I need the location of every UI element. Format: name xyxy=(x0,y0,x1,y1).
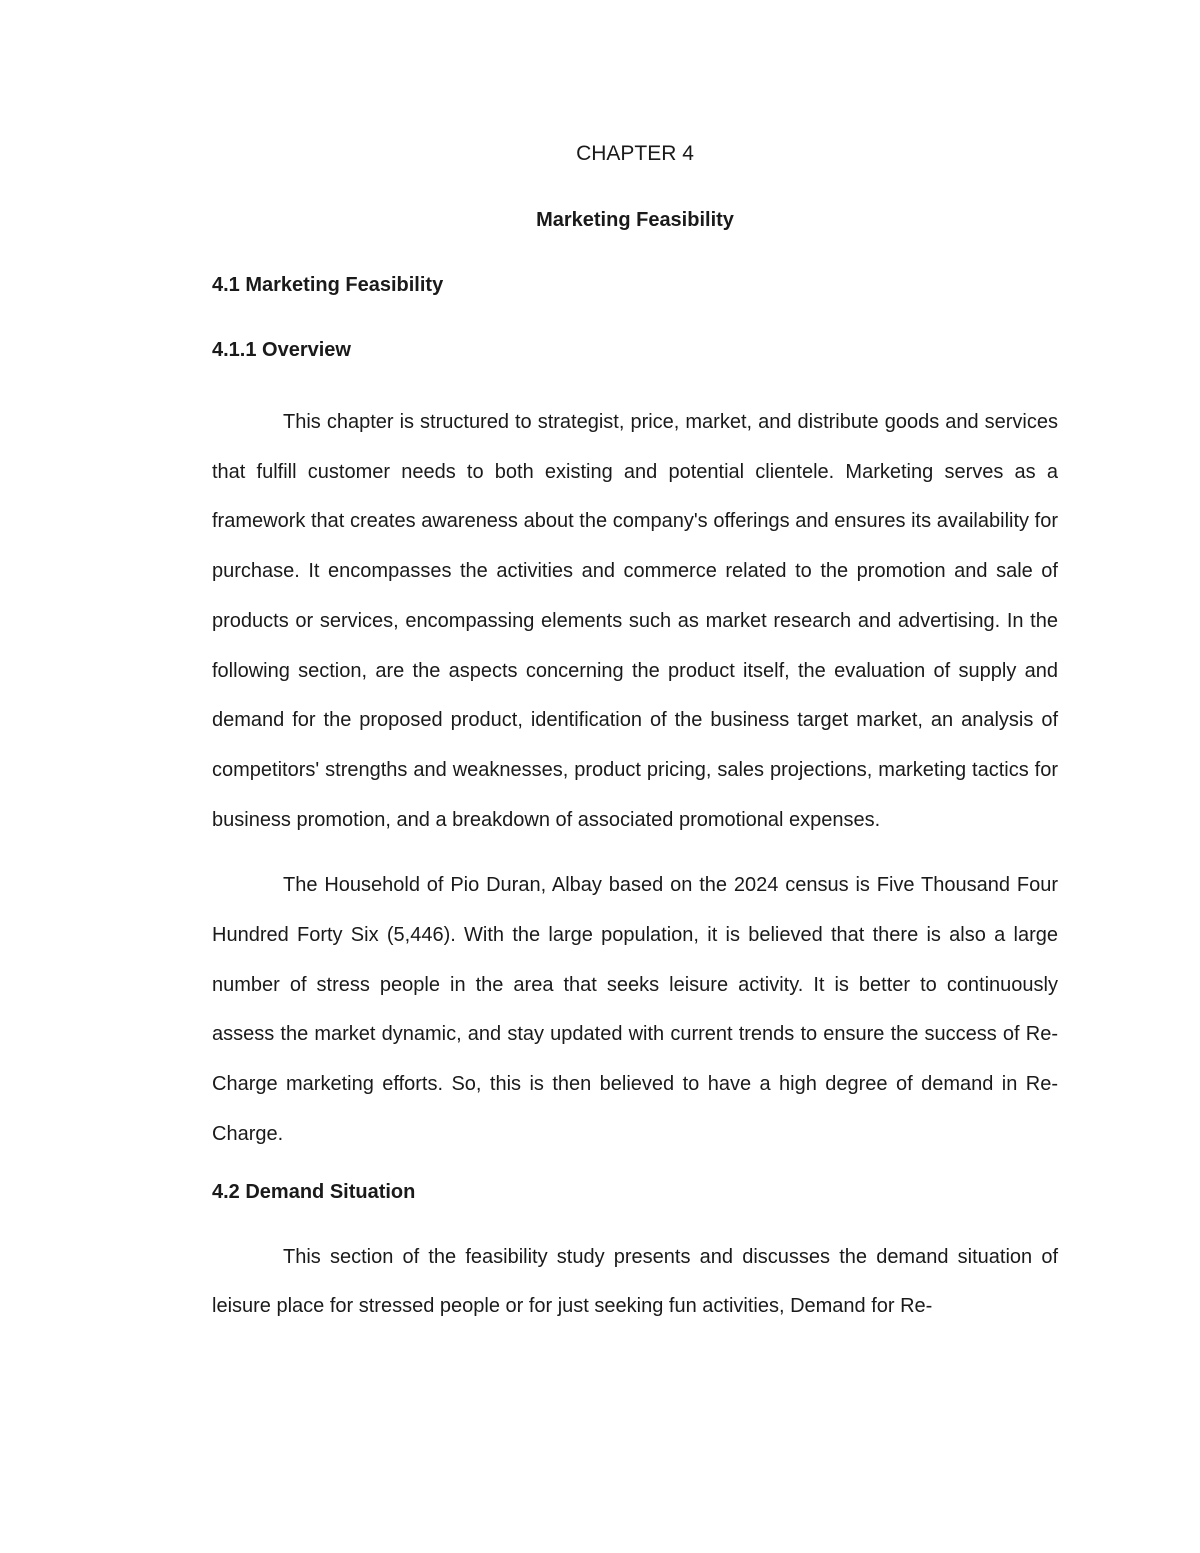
overview-paragraph-2: The Household of Pio Duran, Albay based on the 2024 census is Five Thousand Four Hundred Forty Six (5,446). With the large population, it is believed that there is also a large number of stress people in the area that seeks leisure activity. It is better to continuously assess the market dynamic, and stay updated with current trends to ensure the success of Re-Charge marketing efforts. So, this is then believed to have a high degree of demand in Re-Charge. xyxy=(212,874,1058,1145)
subsection-heading-4-1-1: 4.1.1 Overview xyxy=(212,339,351,361)
overview-paragraph-1: This chapter is structured to strategist, price, market, and distribute goods and services that fulfill customer needs to both existing and potential clientele. Marketing serves as a framework that creates awareness about the company's offerings and ensures its availability for purchase. It encompasses the activities and commerce related to the promotion and sale of products or services, encompassing elements such as market research and advertising. In the following section, are the aspects concerning the product itself, the evaluation of supply and demand for the proposed product, identification of the business target market, an analysis of competitors' strengths and weaknesses, product pricing, sales projections, marketing tactics for business promotion, and a breakdown of associated promotional expenses. xyxy=(212,411,1058,831)
section-heading-4-1: 4.1 Marketing Feasibility xyxy=(212,274,444,296)
page-content xyxy=(212,138,1058,1332)
chapter-title: Marketing Feasibility xyxy=(536,209,734,231)
section-heading-4-2: 4.2 Demand Situation xyxy=(212,1180,416,1203)
chapter-heading: CHAPTER 4 xyxy=(576,142,694,165)
demand-paragraph: This section of the feasibility study presents and discusses the demand situation of leisure place for stressed people or for just seeking fun activities, Demand for Re- xyxy=(212,1245,1058,1318)
